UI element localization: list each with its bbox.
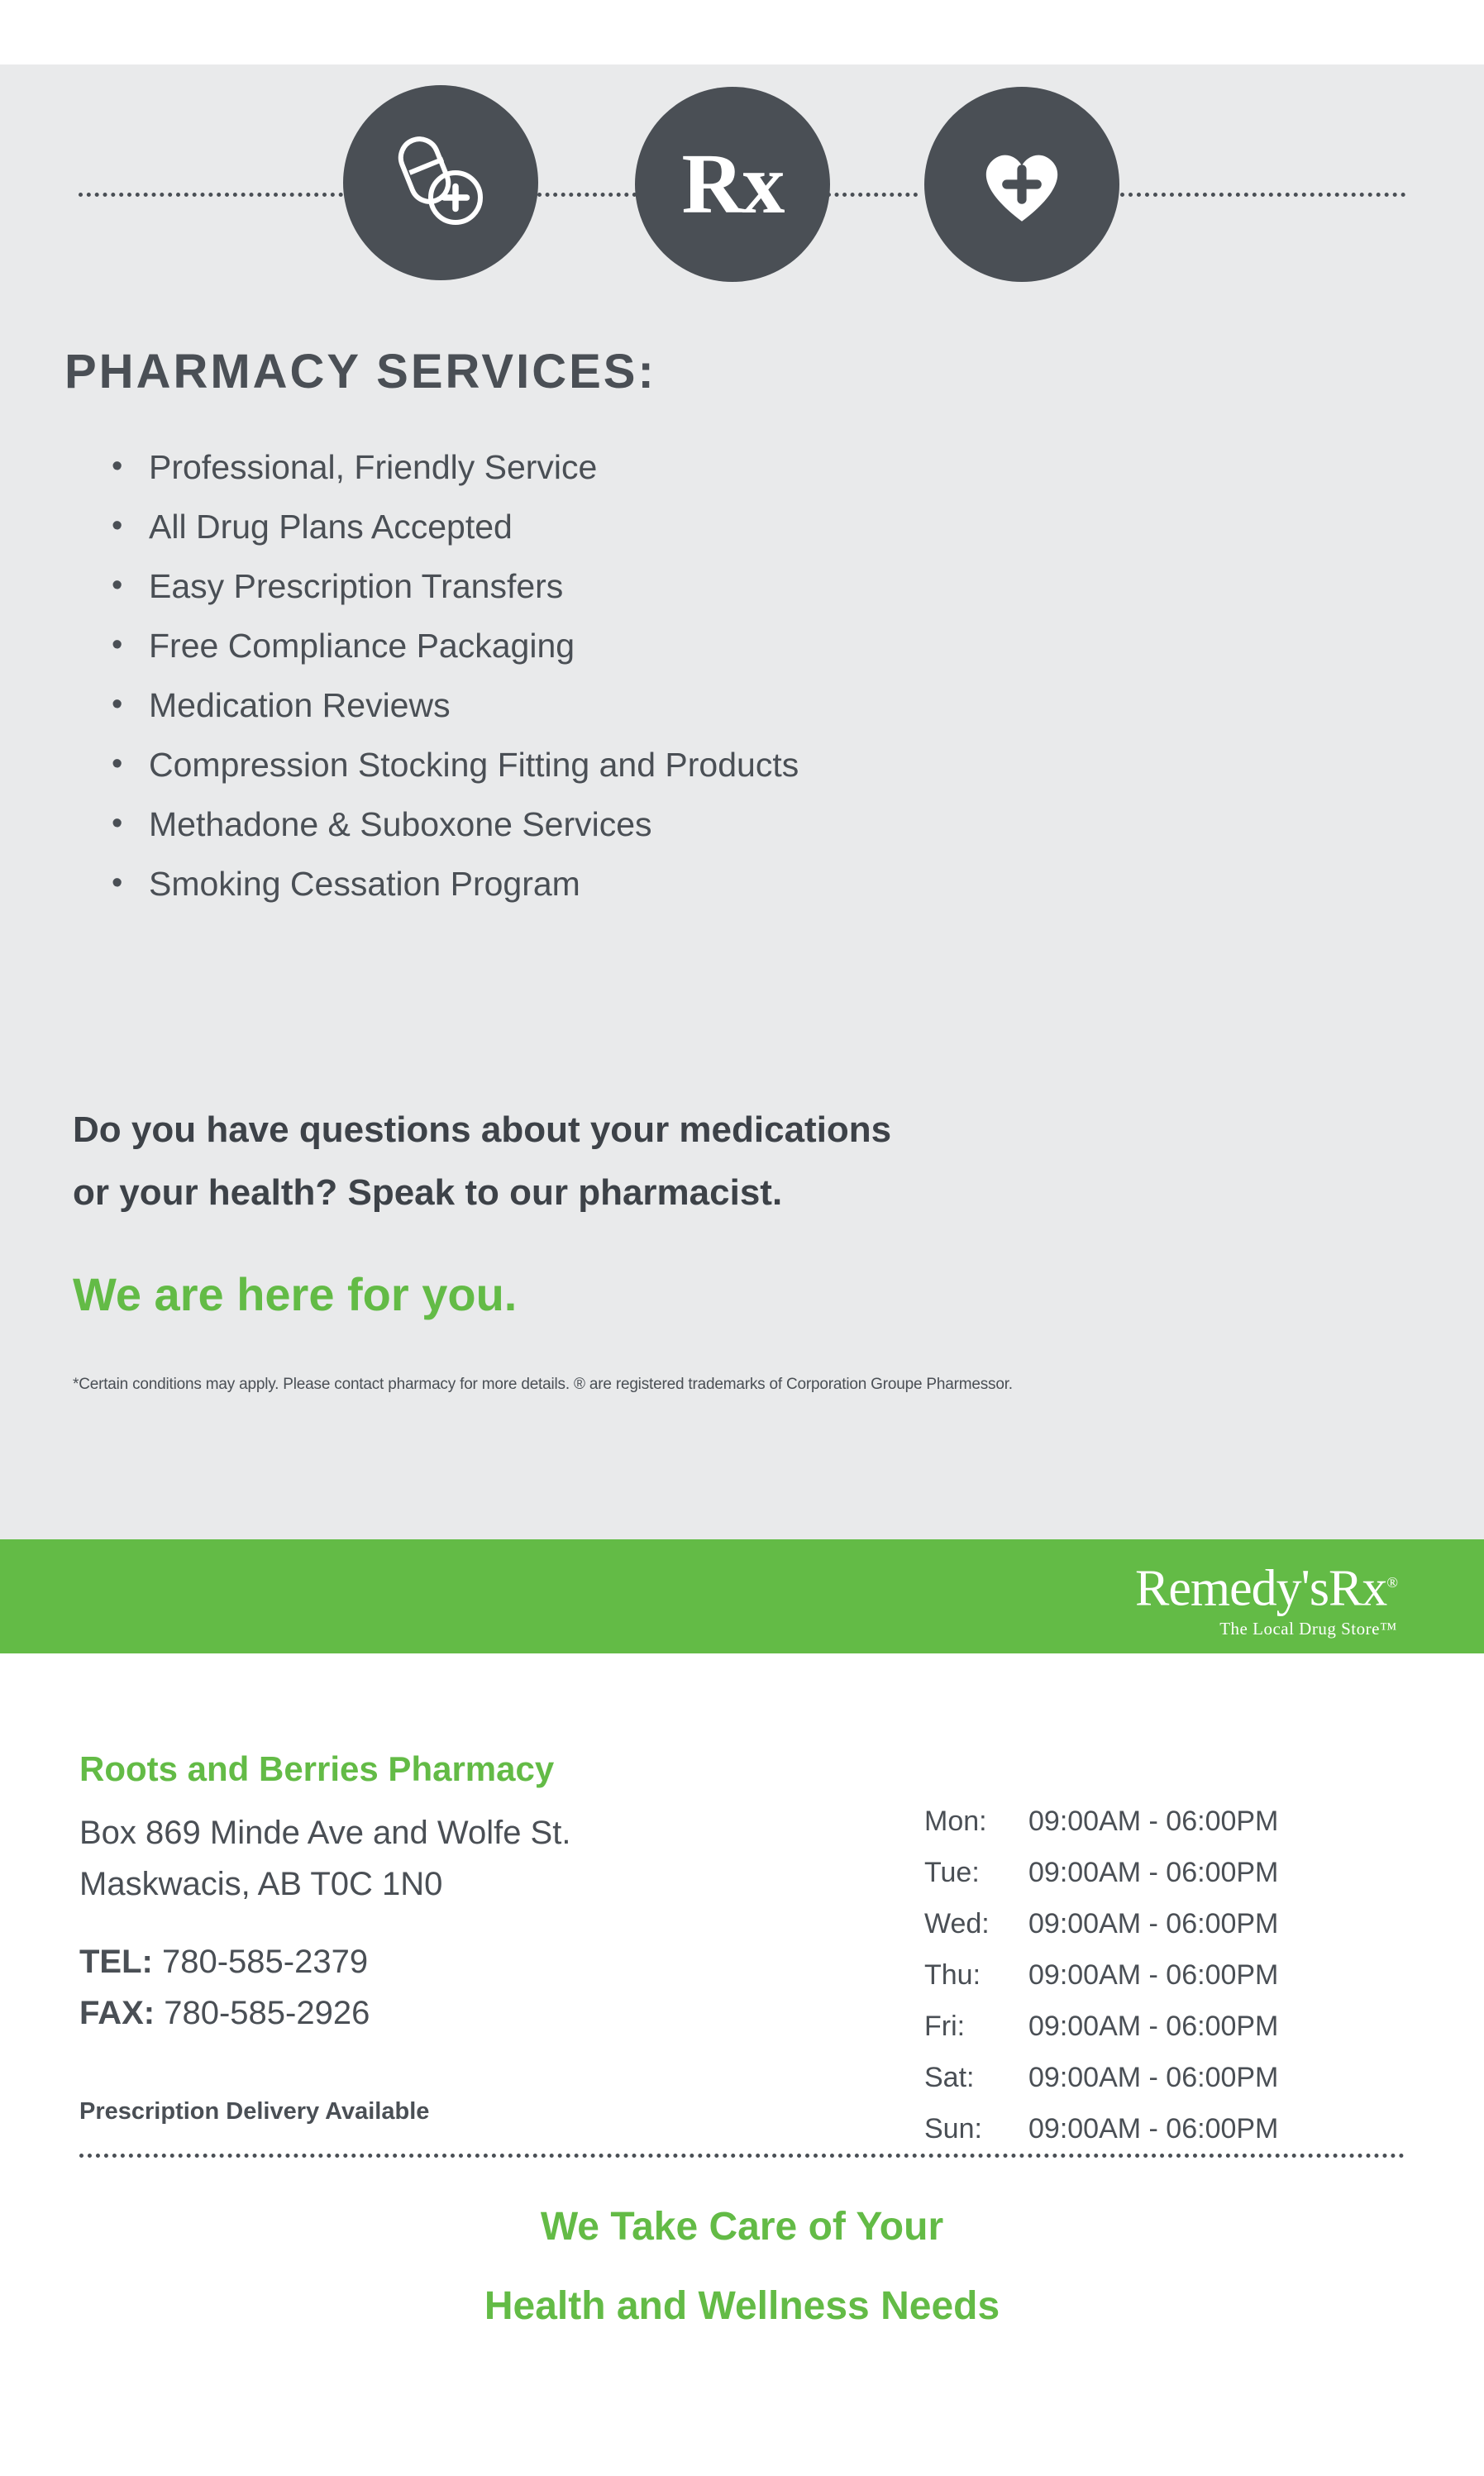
telephone-label: TEL: [79, 1944, 153, 1980]
hours-time: 09:00AM - 06:00PM [1028, 1908, 1279, 1939]
page-title: PHARMACY SERVICES: [64, 345, 656, 398]
brand-name [1135, 1554, 1397, 1617]
rx-icon [635, 87, 830, 282]
fax-value: 780-585-2926 [164, 1995, 370, 2031]
services-list [107, 437, 1484, 914]
hours-row [924, 1898, 1278, 1949]
heart-plus-icon [924, 87, 1119, 282]
hours-row [924, 1796, 1278, 1847]
hours-day: Wed: [924, 1908, 990, 1939]
hours-time: 09:00AM - 06:00PM [1028, 2011, 1279, 2042]
registered-mark: ® [1386, 1574, 1397, 1591]
hours-day: Tue: [924, 1857, 980, 1888]
services-panel [0, 64, 1484, 1539]
rx-label: Rx [681, 136, 784, 231]
brand-tagline: The Local Drug Store™ [1219, 1618, 1397, 1639]
hours-day: Mon: [924, 1806, 987, 1837]
brand-name-text: Remedy'sRx [1135, 1560, 1387, 1617]
promo-tagline: We are here for you. [73, 1268, 518, 1320]
closing-line-1: We Take Care of Your [540, 2205, 944, 2249]
hours-time: 09:00AM - 06:00PM [1028, 2062, 1279, 2093]
disclaimer-text: *Certain conditions may apply. Please contact pharmacy for more details. ® are registered trademarks of Corporation Groupe Pharmessor. [73, 1376, 1013, 1393]
hours-day: Sat: [924, 2062, 975, 2093]
address-line-2: Maskwacis, AB T0C 1N0 [79, 1866, 443, 1902]
dotted-rule-left [79, 193, 343, 197]
brand-logo [1135, 1554, 1397, 1639]
hours-time: 09:00AM - 06:00PM [1028, 1959, 1279, 1991]
hours-row [924, 2001, 1278, 2052]
hours-row [924, 1847, 1278, 1898]
brand-bar [0, 1539, 1484, 1653]
delivery-note: Prescription Delivery Available [79, 2098, 430, 2125]
icon-strip [0, 64, 1484, 321]
list-item: • Easy Prescription Transfers [107, 556, 1484, 616]
list-item: • Compression Stocking Fitting and Products [107, 735, 1484, 794]
hours-row [924, 2103, 1278, 2154]
promo-question-line1: Do you have questions about your medications [73, 1109, 892, 1150]
list-item: • Free Compliance Packaging [107, 616, 1484, 675]
store-name: Roots and Berries Pharmacy [79, 1749, 555, 1788]
list-item: • All Drug Plans Accepted [107, 497, 1484, 556]
hours-time: 09:00AM - 06:00PM [1028, 1857, 1279, 1888]
promo-question-line2: or your health? Speak to our pharmacist. [73, 1172, 783, 1213]
pill-plus-icon [343, 85, 538, 280]
fax-label: FAX: [79, 1995, 155, 2031]
hours-row [924, 2052, 1278, 2103]
hours-time: 09:00AM - 06:00PM [1028, 2113, 1279, 2144]
address-line-1: Box 869 Minde Ave and Wolfe St. [79, 1815, 571, 1851]
store-hours [924, 1796, 1278, 2154]
list-item: • Professional, Friendly Service [107, 437, 1484, 497]
list-item: • Smoking Cessation Program [107, 854, 1484, 914]
closing-message [0, 2187, 1484, 2379]
telephone-value[interactable]: 780-585-2379 [162, 1944, 369, 1980]
list-item: • Medication Reviews [107, 675, 1484, 735]
hours-day: Thu: [924, 1959, 981, 1991]
dotted-rule-mid-1 [537, 193, 637, 197]
store-info-panel [0, 1653, 1484, 2379]
promo-question [73, 1099, 1272, 1224]
hours-row [924, 1949, 1278, 2001]
hours-time: 09:00AM - 06:00PM [1028, 1806, 1279, 1837]
hours-day: Sun: [924, 2113, 982, 2144]
dotted-rule-right [1120, 193, 1405, 197]
hours-day: Fri: [924, 2011, 966, 2042]
dotted-rule-mid-2 [827, 193, 918, 197]
list-item: • Methadone & Suboxone Services [107, 794, 1484, 854]
closing-line-2: Health and Wellness Needs [484, 2284, 1000, 2328]
